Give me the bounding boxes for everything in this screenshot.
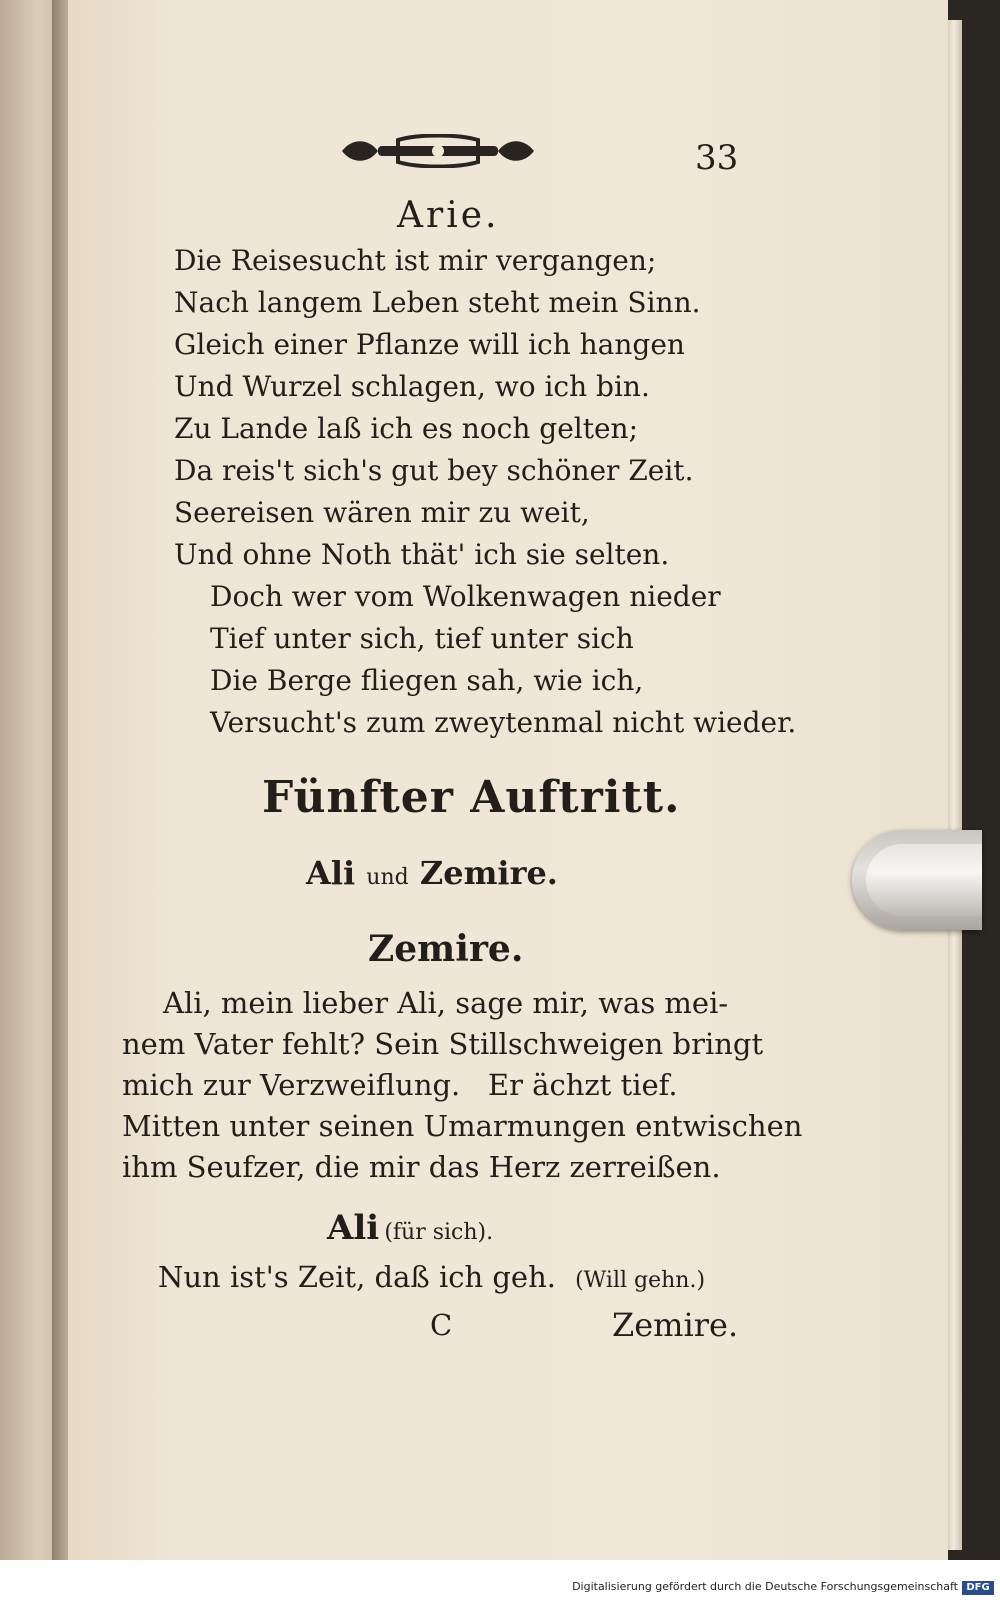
stage-direction: (für sich). [384,1220,494,1245]
speech-text: Nun ist's Zeit, daß ich geh. [158,1260,556,1294]
dfg-logo: DFG [962,1581,994,1595]
signature-mark: C [430,1308,453,1342]
speech-line: Mitten unter seinen Umarmungen entwischen [122,1109,803,1143]
verse-line: Doch wer vom Wolkenwagen nieder [210,580,721,613]
verse-line: Da reis't sich's gut bey schöner Zeit. [174,454,694,487]
character-list [306,854,558,892]
verse-line: Seereisen wären mir zu weit, [174,496,590,529]
footer-credit: Digitalisierung gefördert durch die Deutsche Forschungsgemeinschaft [572,1580,958,1593]
speech-line: Ali, mein lieber Ali, sage mir, was mei- [163,986,729,1020]
verse-line: Gleich einer Pflanze will ich hangen [174,328,685,361]
speech-line: mich zur Verzweiflung. Er ächzt tief. [122,1068,678,1102]
speech-line [158,1260,705,1294]
aria-title: Arie. [397,195,500,236]
catchword: Zemire. [612,1306,739,1344]
verse-line: Tief unter sich, tief unter sich [210,622,634,655]
page-stack-edge [948,20,962,1550]
verse-line: Zu Lande laß ich es noch gelten; [174,412,639,445]
scene-heading: Fünfter Auftritt. [262,772,681,823]
verse-line: Nach langem Leben steht mein Sinn. [174,286,701,319]
speaker-line [327,1208,493,1248]
footer-bar [0,1560,1000,1609]
verse-line: Und ohne Noth thät' ich sie selten. [174,538,670,571]
verse-line: Die Berge fliegen sah, wie ich, [210,664,644,697]
speaker-name: Ali [327,1208,380,1248]
character-name: Ali [306,854,356,892]
verse-line: Die Reisesucht ist mir vergangen; [174,244,657,277]
page-clip-highlight [866,844,982,916]
character-name: Zemire. [419,854,558,892]
stage-direction: (Will gehn.) [575,1268,706,1293]
page-number: 33 [695,138,739,178]
speech-line: ihm Seufzer, die mir das Herz zerreißen. [122,1150,721,1184]
speaker-name: Zemire. [368,928,524,970]
character-connector: und [366,865,409,890]
page-clip [852,830,982,930]
verse-line: Und Wurzel schlagen, wo ich bin. [174,370,650,403]
ornament-icon [338,134,538,168]
verse-line: Versucht's zum zweytenmal nicht wieder. [210,706,797,739]
speech-line: nem Vater fehlt? Sein Stillschweigen bringt [122,1027,764,1061]
